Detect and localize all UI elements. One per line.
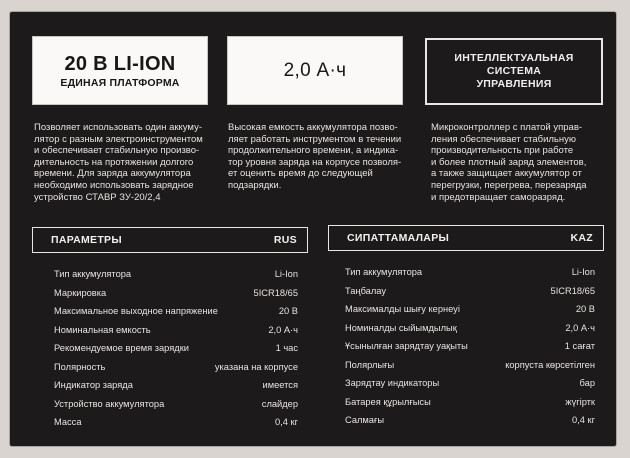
param-value: имеется xyxy=(262,380,298,391)
param-value: 20 В xyxy=(575,304,595,315)
control-title-line-1: ИНТЕЛЛЕКТУАЛЬНАЯ xyxy=(454,52,574,64)
param-label: Зарядтау индикаторы xyxy=(345,378,440,389)
control-title-line-3: УПРАВЛЕНИЯ xyxy=(476,78,552,90)
param-value: Li-Ion xyxy=(274,269,298,280)
parameters-table-kz xyxy=(345,263,595,430)
table-row xyxy=(345,337,595,356)
table-row xyxy=(54,339,298,358)
param-label: Ұсынылған зарядтау уақыты xyxy=(345,341,468,352)
table-row xyxy=(54,302,298,321)
table-row xyxy=(54,358,298,377)
battery-platform-description: Позволяет использовать один аккуму- лятор с разным электроинструментом и обеспечивает стабильную произво- дительность на протяжении долгого времени. Для заряда аккумулятора необходимо использовать зарядное устройство СТАВР ЗУ-20/2,4 xyxy=(34,122,203,203)
table-row xyxy=(345,319,595,338)
param-value: Li-Ion xyxy=(571,267,595,278)
param-label: Номиналды сыйымдылық xyxy=(345,322,457,333)
table-row xyxy=(345,356,595,375)
table-row xyxy=(345,282,595,301)
table-row xyxy=(345,393,595,412)
table-row xyxy=(345,263,595,282)
param-value: 5ICR18/65 xyxy=(253,287,298,298)
table-row xyxy=(54,395,298,414)
param-label: Салмағы xyxy=(345,415,385,426)
param-value: корпуста көрсетілген xyxy=(505,359,595,370)
param-label: Максимальное выходное напряжение xyxy=(54,306,218,317)
table-row xyxy=(54,413,298,432)
param-value: 0,4 кг xyxy=(572,415,595,426)
param-value: 5ICR18/65 xyxy=(550,285,595,296)
param-label: Тип аккумулятора xyxy=(54,269,132,280)
param-label: Таңбалау xyxy=(345,285,386,296)
table-row xyxy=(54,376,298,395)
param-label: Рекомендуемое время зарядки xyxy=(54,343,189,354)
control-system-description: Микроконтроллер с платой управ- ления обеспечивает стабильную производительность при работе и более плотный заряд элементов, а также защищает аккумулятор от перегрузки, перегрева, перезаряда и предотвращает саморазряд. xyxy=(431,122,587,203)
param-label: Устройство аккумулятора xyxy=(54,398,165,409)
capacity-description: Высокая емкость аккумулятора позво- ляет работать инструментом в течении продолжительного времени, а индика- тор уровня заряда на корпусе позволя- ет оценить время до следующей подзарядки. xyxy=(228,122,402,191)
control-title-line-2: СИСТЕМА xyxy=(486,65,542,77)
param-value: слайдер xyxy=(261,398,298,409)
param-value: 2,0 А·ч xyxy=(565,322,595,333)
battery-voltage-title: 20 В LI-ION xyxy=(64,52,176,75)
param-label: Полярлығы xyxy=(345,359,395,370)
parameters-table-ru xyxy=(54,265,298,432)
parameters-title-ru: ПАРАМЕТРЫ xyxy=(51,234,122,246)
table-row xyxy=(54,265,298,284)
param-value: 20 В xyxy=(278,306,298,317)
parameters-table-header-ru xyxy=(32,227,308,253)
table-row xyxy=(345,300,595,319)
control-system-box xyxy=(425,38,603,105)
param-label: Масса xyxy=(54,417,82,428)
param-label: Индикатор заряда xyxy=(54,380,133,391)
param-value: бар xyxy=(579,378,595,389)
capacity-title: 2,0 А·ч xyxy=(283,59,347,81)
param-label: Батарея құрылғысы xyxy=(345,396,431,407)
param-value: жүгіртк xyxy=(565,396,595,407)
parameters-title-kz: СИПАТТАМАЛАРЫ xyxy=(347,232,450,244)
battery-platform-box xyxy=(32,36,208,105)
param-value: 1 час xyxy=(275,343,298,354)
language-code-kz: KAZ xyxy=(570,232,593,244)
param-label: Номинальная емкость xyxy=(54,324,151,335)
parameters-table-header-kz xyxy=(328,225,604,251)
table-row xyxy=(54,321,298,340)
param-value: 1 сағат xyxy=(564,341,595,352)
param-value: 0,4 кг xyxy=(275,417,298,428)
table-row xyxy=(54,284,298,303)
param-label: Максималды шығу кернеуі xyxy=(345,304,460,315)
spec-sheet xyxy=(10,12,616,446)
param-value: 2,0 А·ч xyxy=(268,324,298,335)
param-label: Тип аккумулятора xyxy=(345,267,423,278)
battery-platform-subtitle: ЕДИНАЯ ПЛАТФОРМА xyxy=(60,76,180,89)
language-code-ru: RUS xyxy=(273,234,297,246)
capacity-box xyxy=(227,36,403,105)
param-label: Полярность xyxy=(54,361,106,372)
param-label: Маркировка xyxy=(54,287,107,298)
table-row xyxy=(345,411,595,430)
param-value: указана на корпусе xyxy=(214,361,298,372)
table-row xyxy=(345,374,595,393)
